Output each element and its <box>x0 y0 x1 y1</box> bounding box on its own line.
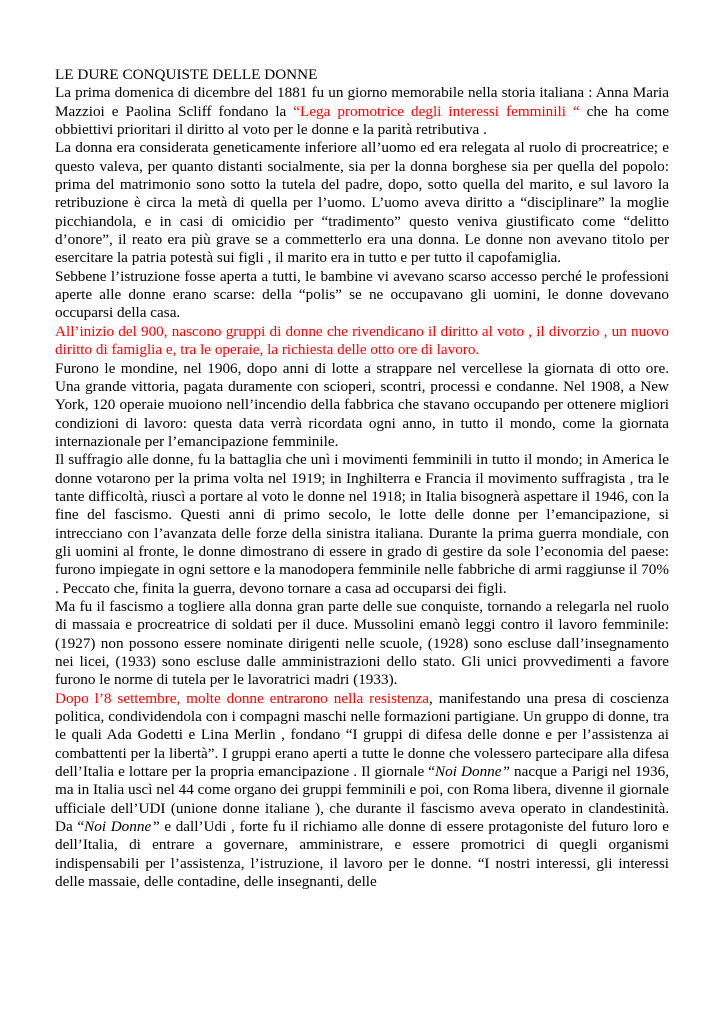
paragraph-inizio-900: All’inizio del 900, nascono gruppi di donne che rivendicano il diritto al voto , il divorzio , un nuovo diritto di famiglia e, tra le operaie, la richiesta delle otto ore di lavoro. <box>55 322 669 359</box>
paragraph-text: La prima domenica di dicembre del 1881 fu un giorno memorabile nella storia italiana : Anna Maria Mazzioi e Paolina Scliff fondano la <box>55 84 669 120</box>
highlighted-text: “Lega promotrice degli interessi femminili “ <box>293 102 580 120</box>
document-page <box>55 66 669 891</box>
paragraph-text: nacque a Parigi nel 1936, ma in Italia uscì nel 44 come organo dei gruppi femminili e poi, con Roma libera, divenne il giornale ufficiale dell’UDI (unione donne italiane ), che durante il fascismo aveva operato in clandestinità. Da “ <box>55 763 670 836</box>
paragraph-istruzione: Sebbene l’istruzione fosse aperta a tutti, le bambine vi avevano scarso accesso perché le professioni aperte alle donne erano scarse: della “polis” se ne occupavano gli uomini, le donne dovevano occuparsi della casa. <box>55 267 669 322</box>
newspaper-name: Noi Donne” <box>84 818 160 836</box>
paragraph-text: che ha come obbiettivi prioritari il diritto al voto per le donne e la parità retributiva . <box>55 102 669 139</box>
paragraph-text: , manifestando una presa di coscienza politica, condividendola con i compagni maschi nelle formazioni partigiane. Un gruppo di donne, tra le quali Ada Godetti e Lina Merlin , fondano “I gruppi di difesa delle donne e per l’assistenza ai combattenti per la libertà”. I gruppi erano aperti a tutte le donne che volessero partecipare alla difesa dell’Italia e lottare per la propria emancipazione . Il giornale “ <box>55 689 669 781</box>
paragraph-fascismo: Ma fu il fascismo a togliere alla donna gran parte delle sue conquiste, tornando a relegarla nel ruolo di massaia e procreatrice di soldati per il duce. Mussolini emanò leggi contro il lavoro femminile: (1927) non possono essere nominate dirigenti nelle scuole, (1928) sono escluse dall’insegnamento nei licei, (1933) sono escluse dalle amministrazioni dello stato. Gli unici provvedimenti a favore furono le norme di tutela per le lavoratrici madri (1933). <box>55 597 669 689</box>
paragraph-suffragio: Il suffragio alle donne, fu la battaglia che unì i movimenti femminili in tutto il mondo; in America le donne votarono per la prima volta nel 1919; in Inghilterra e Francia il movimento suffragista , tra le tante difficoltà, riuscì a portare al voto le donne nel 1918; in Italia bisognerà aspettare il 1946, con la fine del fascismo. Questi anni di primo secolo, le lotte delle donne per l’emancipazione, si intrecciano con l’avanzata delle forze della sinistra italiana. Durante la prima guerra mondiale, con gli uomini al fronte, le donne dimostrano di essere in grado di gestire da sole l’economia del paese: furono impiegate in ogni settore e la manodopera femminile nelle fabbriche di armi raggiunse il 70% . Peccato che, finita la guerra, devono tornare a casa ad occuparsi dei figli. <box>55 451 669 597</box>
paragraph-text: e dall’Udi , forte fu il richiamo alle donne di essere protagoniste del futuro loro e dell’Italia, di entrare a governare, amministrare, e essere promotrici di quegli organismi indispensabili per l’assistenza, l’istruzione, il lavoro per le donne. “I nostri interessi, gli interessi delle massaie, delle contadine, delle insegnanti, delle <box>55 818 669 891</box>
paragraph-mondine: Furono le mondine, nel 1906, dopo anni di lotte a strappare nel vercellese la giornata di otto ore. Una grande vittoria, pagata duramente con scioperi, scontri, processi e condanne. Nel 1908, a New York, 120 operaie muoiono nell’incendio della fabbrica che stavano occupando per ottenere migliori condizioni di lavoro: questa data verrà ricordata ogni anno, in tutto il mondo, come la giornata internazionale per l’emancipazione femminile. <box>55 359 669 450</box>
paragraph-resistenza <box>55 690 669 892</box>
newspaper-name: Noi Donne” <box>435 763 510 781</box>
highlighted-text: Dopo l’8 settembre, molte donne entrarono nella resistenza <box>55 689 430 707</box>
paragraph-donna-inferiore: La donna era considerata geneticamente inferiore all’uomo ed era relegata al ruolo di procreatrice; e questo valeva, per quanto distanti socialmente, sia per la donna borghese sia per quella del popolo: prima del matrimonio sono sotto la tutela del padre, dopo, sotto quella del marito, e sul lavoro la retribuzione è circa la metà di quella per l’uomo. L’uomo aveva diritto a “disciplinare” la moglie picchiandola, e in casi di omicidio per “tradimento” questo veniva giustificato come “delitto d’onore”, il reato era più grave se a commetterlo era una donna. Le donne non avevano titolo per esercitare la patria potestà sui figli , il marito era in tutto e per tutto il capofamiglia. <box>55 139 669 267</box>
document-title: LE DURE CONQUISTE DELLE DONNE <box>55 66 318 83</box>
paragraph-lega-promotrice <box>55 84 669 139</box>
